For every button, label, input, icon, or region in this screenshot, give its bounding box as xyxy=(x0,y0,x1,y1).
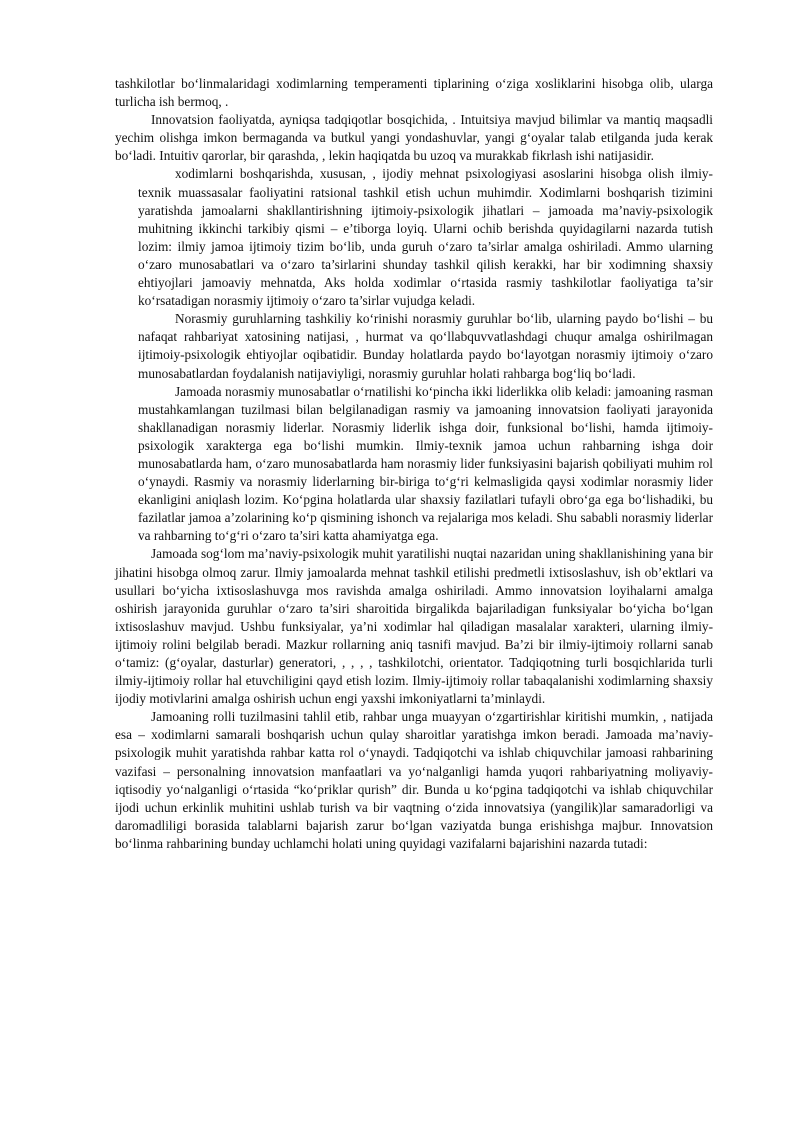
paragraph-4: Norasmiy guruhlarning tashkiliy ko‘rinishi norasmiy guruhlar bo‘lib, ularning paydo bo‘lishi – bu nafaqat rahbariyat xatosining natijasi, , hurmat va qo‘llabquvvatlashdagi chuqur amalga oshirilmagan ijtimoiy-psixologik ehtiyojlar oqibatidir. Bunday holatlarda paydo bo‘layotgan norasmiy ijtimoiy o‘zaro munosabatlardan foydalanish natijaviyligi, norasmiy guruhlar holati rahbarga bog‘liq bo‘ladi. xyxy=(138,311,713,381)
paragraph-3: xodimlarni boshqarishda, xususan, , ijodiy mehnat psixologiyasi asoslarini hisobga olish ilmiy-texnik muassasalar faoliyatini ratsional tashkil etish uchun muhimdir. Xodimlarni boshqarish tizimini yaratishda jamoalarni shakllantirishning ijtimoiy-psixologik jihatlari – jamoada ma’naviy-psixologik muhitning ikkinchi tarkibiy qismi – e’tiborga loyiq. Ularni ochib berishda quyidagilarni nazarda tutish lozim: ilmiy jamoa ijtimoiy tizim bo‘lib, unda guruh o‘zaro ta’sirlar amalga oshiriladi. Ammo ularning o‘zaro munosabatlari va o‘zaro ta’sirlarini shunday tashkil qilish kerakki, har bir xodimning shaxsiy ehtiyojlari jamoaviy mehnatda, Aks holda xodimlar o‘rtasida rasmiy tashkilotlar faoliyatiga ta’sir ko‘rsatadigan norasmiy ijtimoiy o‘zaro ta’sirlar vujudga keladi. xyxy=(138,166,713,309)
paragraph-7: Jamoaning rolli tuzilmasini tahlil etib, rahbar unga muayyan o‘zgartirishlar kiritishi mumkin, , natijada esa – xodimlarni samarali boshqarish uchun qulay sharoitlar yaratishga imkon beradi. Jamoada ma’naviy-psixologik muhit yaratishda rahbar katta rol o‘ynaydi. Tadqiqotchi va ishlab chiquvchilar jamoasi rahbarining vazifasi – personalning innovatsion manfaatlari va yo‘nalganligi hamda yuqori rahbariyatning moliyaviy-iqtisodiy yo‘nalganligi o‘rtasida “ko‘priklar qurish” dir. Bunda u ko‘pgina tadqiqotchi va ishlab chiquvchilar ijodi uchun erkinlik muhitini ushlab turish va bir vaqtning o‘zida innovatsiya (yangilik)lar samaradorligi va daromadliligi borasida talablarni bajarish zarur bo‘lgan vaziyatda bunga erishishga majbur. Innovatsion bo‘linma rahbarining bunday uchlamchi holati uning quyidagi vazifalarni bajarishini nazarda tutadi: xyxy=(115,709,713,851)
paragraph-1: tashkilotlar bo‘linmalaridagi xodimlarning temperamenti tiplarining o‘ziga xosliklarini hisobga olib, ularga turlicha ish bermoq, . xyxy=(115,76,713,110)
paragraph-2: Innovatsion faoliyatda, ayniqsa tadqiqotlar bosqichida, . Intuitsiya mavjud bilimlar va mantiq maqsadli yechim olishga imkon bermaganda va butkul yangi yondashuvlar, yangi g‘oyalar talab etilganda juda kerak bo‘ladi. Intuitiv qarorlar, bir qarashda, , lekin haqiqatda bu uzoq va murakkab fikrlash ishi natijasidir. xyxy=(115,112,713,164)
paragraph-5: Jamoada norasmiy munosabatlar o‘rnatilishi ko‘pincha ikki liderlikka olib keladi: jamoaning rasman mustahkamlangan tuzilmasi bilan belgilanadigan rasmiy va jamoaning innovatsion faoliyati jarayonida shakllanadigan norasmiy liderlar. Norasmiy liderlik ishga doir, funksional bo‘lishi, hamda ijtimoiy-psixologik xarakterga ega bo‘lishi mumkin. Ilmiy-texnik jamoa uchun rahbarning ishga doir munosabatlarda ham, o‘zaro munosabatlarda ham norasmiy lider funksiyasini bajarish qobiliyati muhim rol o‘ynaydi. Rasmiy va norasmiy liderlarning bir-biriga to‘g‘ri kelmasligida qaysi xodimlar norasmiy lider ekanligini aniqlash lozim. Ko‘pgina holatlarda ular shaxsiy fazilatlari tufayli obro‘ga ega bo‘lishadiki, bu fazilatlar jamoa a’zolarining ko‘p qismining ishonch va rejalariga mos keladi. Shu sababli norasmiy liderlar va rahbarning to‘g‘ri o‘zaro ta’siri katta ahamiyatga ega. xyxy=(138,383,713,544)
paragraph-6: Jamoada sog‘lom ma’naviy-psixologik muhit yaratilishi nuqtai nazaridan uning shakllanishining yana bir jihatini hisobga olmoq zarur. Ilmiy jamoalarda mehnat tashkil etilishi predmetli ixtisoslashuv, ish ob’ektlari va usullari bo‘yicha ixtisoslashuvga mos ravishda amalga oshiriladi. Ammo innovatsion loyihalarni amalga oshirish jarayonida guruhlar o‘zaro ta’siri sharoitida birgalikda bajariladigan funksiyalar bo‘yicha bo‘lgan ixtisoslashuv mavjud. Ushbu funksiyalar, ya’ni xodimlar hal qiladigan masalalar xarakteri, ularning ilmiy-ijtimoiy rolini belgilab beradi. Mazkur rollarning aniq tasnifi mavjud. Ba’zi bir ilmiy-ijtimoiy rollarni sanab o‘tamiz: (g‘oyalar, dasturlar) generatori, , , , , tashkilotchi, orientator. Tadqiqotning turli bosqichlarida turli ilmiy-ijtimoiy rollar hal etuvchiligini qayd etish lozim. Ilmiy-ijtimoiy rollar tabaqalanishi xodimlarning shaxsiy ijodiy motivlarini amalga oshirish uchun engi yaxshi imkoniyatlarni ta’minlaydi. xyxy=(115,546,713,707)
document-page xyxy=(115,75,713,853)
